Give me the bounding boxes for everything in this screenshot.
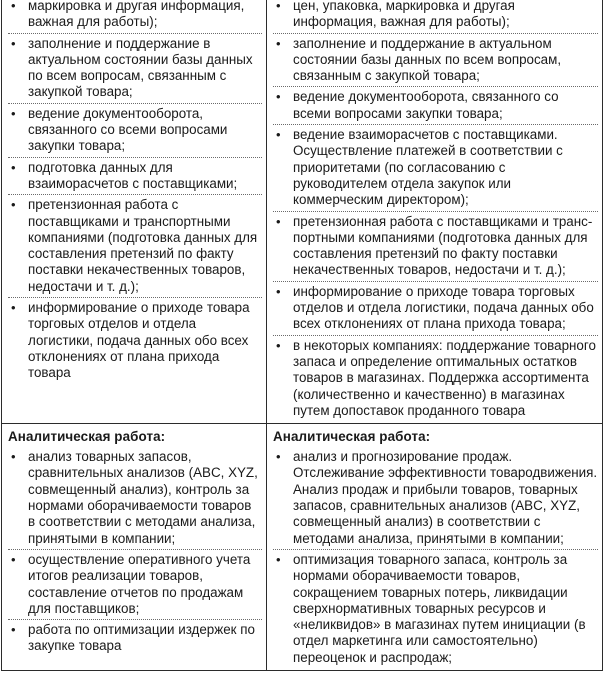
list-right-duties <box>273 0 598 421</box>
list-item <box>8 550 262 620</box>
bullet-icon: • <box>11 449 16 465</box>
list-item-text: ведение взаиморасчетов с поставщиками. Осуществление платежей в соответствии с приоритетами (по согласованию с руководителем отдела закупок или коммерческим директором); <box>293 127 563 208</box>
list-item <box>273 212 598 282</box>
list-left-duties <box>8 0 262 384</box>
list-item <box>8 447 262 550</box>
list-item <box>273 87 598 125</box>
list-item-text: претензионная работа с поставщиками и транс-портными компаниями (подготовка данных для составления претензий по факту поставки некачественных товаров, недостачи и т. д.); <box>293 213 593 278</box>
list-item <box>8 195 262 298</box>
cell-left-duties <box>2 0 267 424</box>
cell-right-analytics <box>267 424 603 671</box>
list-item-text: подготовка данных для взаиморасчетов с поставщиками; <box>28 159 238 191</box>
bullet-icon: • <box>276 35 281 51</box>
list-item-text: оптимизация товарного запаса, контроль за нормами оборачиваемости товаров, сокращением товарных потерь, ликвидации сверхнормативных товарных ресурсов и «неликвидов» в магазинах путем инициации (в отдел маркетинга или самостоятельно) переоценок и распродаж; <box>293 551 586 665</box>
list-item <box>8 0 262 34</box>
section-heading-left: Аналитическая работа: <box>8 429 166 445</box>
list-item <box>273 0 598 34</box>
list-item-text: информирование о приходе товара торговых отделов и отдела логистики, подача данных обо всех отклонениях от плана прихода товара; <box>293 283 594 332</box>
bullet-icon: • <box>11 159 16 175</box>
bullet-icon: • <box>276 283 281 299</box>
responsibilities-table <box>1 0 603 671</box>
list-left-analytics <box>8 447 262 657</box>
list-item-text: анализ и прогнозирование продаж. Отслеживание эффективности товародвижения. Анализ продаж и прибыли товаров, товарных запасов, сравнительных анализов (ABC, XYZ, совмещенный анализ) в соответствии с методами анализа, принятыми в компании; <box>293 449 598 546</box>
list-item <box>273 336 598 421</box>
list-item <box>273 34 598 88</box>
list-item-text: претензионная работа с поставщиками и транспортными компаниями (подготовка данных для составления претензий по факту поставки некачественных товаров, недостачи и т. д.); <box>28 197 258 294</box>
bullet-icon: • <box>276 89 281 105</box>
list-item-text: ведение документооборота, связанного со всеми вопросами закупки товара; <box>28 105 228 154</box>
bullet-icon: • <box>11 300 16 316</box>
list-item-text: ведение документооборота, связанного со всеми вопросами закупки товара; <box>293 89 559 121</box>
bullet-icon: • <box>11 35 16 51</box>
list-item-text: работа по оптимизации издержек по закупке товара <box>28 622 255 654</box>
list-item-text: заполнение и поддержание в актуальном состоянии базы данных по всем вопросам, связанным с закупкой товара; <box>28 35 253 100</box>
bullet-icon: • <box>11 622 16 638</box>
bullet-icon: • <box>276 213 281 229</box>
bullet-icon: • <box>276 0 281 13</box>
list-item <box>8 34 262 104</box>
bullet-icon: • <box>276 337 281 353</box>
bullet-icon: • <box>276 127 281 143</box>
list-right-analytics <box>273 447 598 668</box>
bullet-icon: • <box>11 0 16 13</box>
cell-left-analytics <box>2 424 267 671</box>
bullet-icon: • <box>276 551 281 567</box>
bullet-icon: • <box>11 197 16 213</box>
list-item <box>8 620 262 657</box>
list-item <box>273 282 598 336</box>
list-item-text: информирование о приходе товара торговых отделов и отдела логистики, подача данных обо всех отклонениях от плана прихода товара <box>28 300 250 381</box>
list-item-text: в некоторых компаниях: поддержание товарного запаса и определение оптимальных остатков товаров в магазинах. Поддержка ассортимента (количественно и качественно) в магазинах путем допоставок проданного товара <box>293 337 596 418</box>
bullet-icon: • <box>276 449 281 465</box>
list-item-text: цен, упаковка, маркировка и другая информация, важная для работы); <box>293 0 515 30</box>
list-item-text: маркировка и другая информация, важная для работы); <box>28 0 245 30</box>
cell-right-duties <box>267 0 603 424</box>
table-row-duties <box>2 0 603 424</box>
section-heading-right: Аналитическая работа: <box>273 429 431 445</box>
list-item-text: анализ товарных запасов, сравнительных анализов (ABC, XYZ, совмещенный анализ), контроль за нормами оборачиваемости товаров в соответствии с методами анализа, принятыми в компании; <box>28 449 258 546</box>
bullet-icon: • <box>11 105 16 121</box>
list-item <box>273 125 598 211</box>
list-item-text: заполнение и поддержание в актуальном состоянии базы данных по всем вопросам, связанным с закупкой товара; <box>293 35 562 84</box>
table-row-analytics <box>2 424 603 671</box>
bullet-icon: • <box>11 551 16 567</box>
list-item <box>273 550 598 668</box>
list-item <box>8 158 262 196</box>
list-item <box>8 298 262 383</box>
list-item <box>273 447 598 550</box>
list-item <box>8 104 262 158</box>
list-item-text: осуществление оперативного учета итогов реализации товаров, составление отчетов по продажам для поставщиков; <box>28 551 251 616</box>
